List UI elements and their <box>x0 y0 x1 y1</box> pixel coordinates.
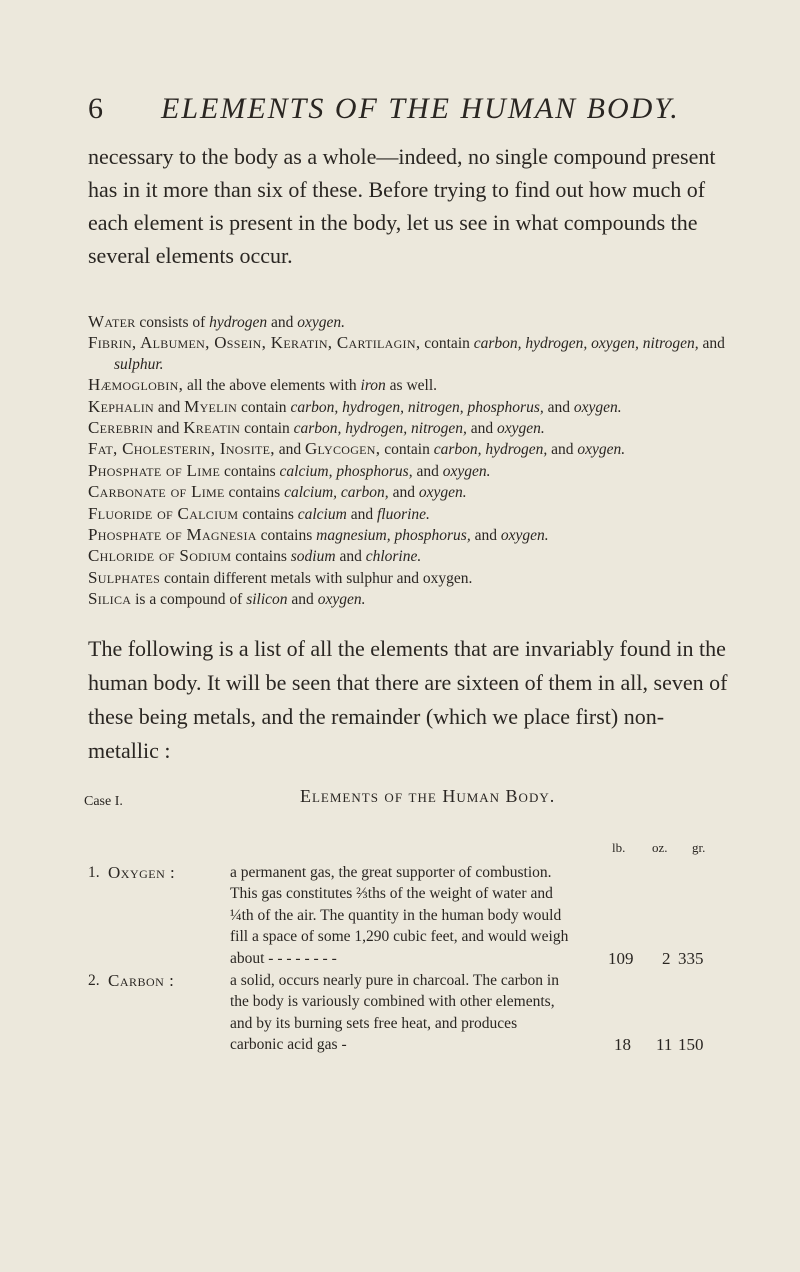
compound-composition: and Myelin contain carbon, hydrogen, nitrogen, phosphorus, and oxygen. <box>157 396 622 416</box>
compound-composition: contains calcium, carbon, and oxygen. <box>228 484 467 502</box>
compound-item <box>88 312 728 333</box>
list-intro-paragraph: The following is a list of all the elements that are invariably found in the human body. It will be seen that there are sixteen of them in all, seven of these being metals, and the remainder (which we place first) non-metallic : <box>88 636 728 763</box>
unit-oz: oz. <box>652 840 668 855</box>
unit-lb: lb. <box>612 840 626 855</box>
compound-item <box>88 375 728 396</box>
compound-item <box>88 504 728 525</box>
compound-name: Hæmoglobin, <box>88 375 184 395</box>
table-title: Elements of the Human Body. <box>300 786 556 806</box>
compound-composition: all the above elements with iron as well. <box>187 377 438 395</box>
compound-item <box>88 546 728 567</box>
entry-name: Carbon : <box>108 971 175 990</box>
entry-name: Oxygen : <box>108 863 176 882</box>
compound-composition: contains calcium, phosphorus, and oxygen. <box>224 462 491 480</box>
compound-composition: contains sodium and chlorine. <box>235 548 422 566</box>
compound-composition: contains magnesium, phosphorus, and oxygen. <box>260 527 549 545</box>
compound-item <box>88 568 728 589</box>
compound-composition: contain carbon, hydrogen, oxygen, nitrogen, and sulphur. <box>114 335 725 373</box>
compound-name: Kephalin <box>88 396 155 416</box>
running-head <box>88 92 680 126</box>
compound-item <box>88 461 728 482</box>
compound-item <box>88 525 728 546</box>
compound-name: Chloride of Sodium <box>88 546 232 566</box>
entry-oz: 11 <box>656 1035 673 1054</box>
compound-item <box>88 397 728 418</box>
entry-gr: 150 <box>678 1035 704 1054</box>
page-number: 6 <box>88 92 105 125</box>
compound-name: Water <box>88 312 136 331</box>
compound-composition: consists of hydrogen and oxygen. <box>139 314 346 331</box>
compound-name: Fat, Cholesterin, Inosite, <box>88 439 275 459</box>
compound-name: Phosphate of Magnesia <box>88 525 257 545</box>
compound-name: Sulphates <box>88 567 161 587</box>
compound-composition: contains calcium and fluorine. <box>242 505 430 523</box>
compound-name: Fibrin, Albumen, Ossein, Keratin, Cartilagin, <box>88 333 421 353</box>
intro-paragraph: necessary to the body as a whole—indeed, no single compound present has in it more than six of these. Before trying to find out how much of each element is present in the body, let us see in what compounds the several elements occur. <box>88 144 716 268</box>
compound-name: Fluoride of Calcium <box>88 503 239 523</box>
entry-number: 1. <box>88 864 100 881</box>
compound-composition: and Kreatin contain carbon, hydrogen, nitrogen, and oxygen. <box>156 418 545 438</box>
compound-item <box>88 418 728 439</box>
case-label: Case I. <box>84 794 123 809</box>
compound-item <box>88 482 728 503</box>
unit-gr: gr. <box>692 840 706 855</box>
entry-number: 2. <box>88 972 100 989</box>
entry-oz: 2 <box>662 949 671 968</box>
entry-description: a permanent gas, the great supporter of combustion. This gas constitutes ⅔ths of the weight of water and ¼th of the air. The quantity in the human body would fill a space of some 1,290 cubic feet, and would weigh about - - - - - - - - <box>230 864 569 967</box>
entry-description: a solid, occurs nearly pure in charcoal. The carbon in the body is variously combined with other elements, and by its burning sets free heat, and produces carbonic acid gas - <box>230 972 559 1054</box>
compounds-list <box>88 312 728 611</box>
compound-item <box>88 439 728 460</box>
compound-composition: and Glycogen, contain carbon, hydrogen, and oxygen. <box>278 439 626 459</box>
compound-name: Carbonate of Lime <box>88 482 225 502</box>
entry-lb: 109 <box>608 949 634 968</box>
compound-name: Cerebrin <box>88 418 154 438</box>
compound-composition: is a compound of silicon and oxygen. <box>135 591 366 609</box>
compound-name: Phosphate of Lime <box>88 460 221 480</box>
entry-lb: 18 <box>614 1035 631 1054</box>
running-title: ELEMENTS OF THE HUMAN BODY. <box>161 92 680 125</box>
compound-name: Silica <box>88 589 132 609</box>
compound-item <box>88 333 728 375</box>
compound-composition: contain different metals with sulphur and oxygen. <box>164 569 473 587</box>
entry-gr: 335 <box>678 949 704 968</box>
compound-item <box>88 589 728 610</box>
